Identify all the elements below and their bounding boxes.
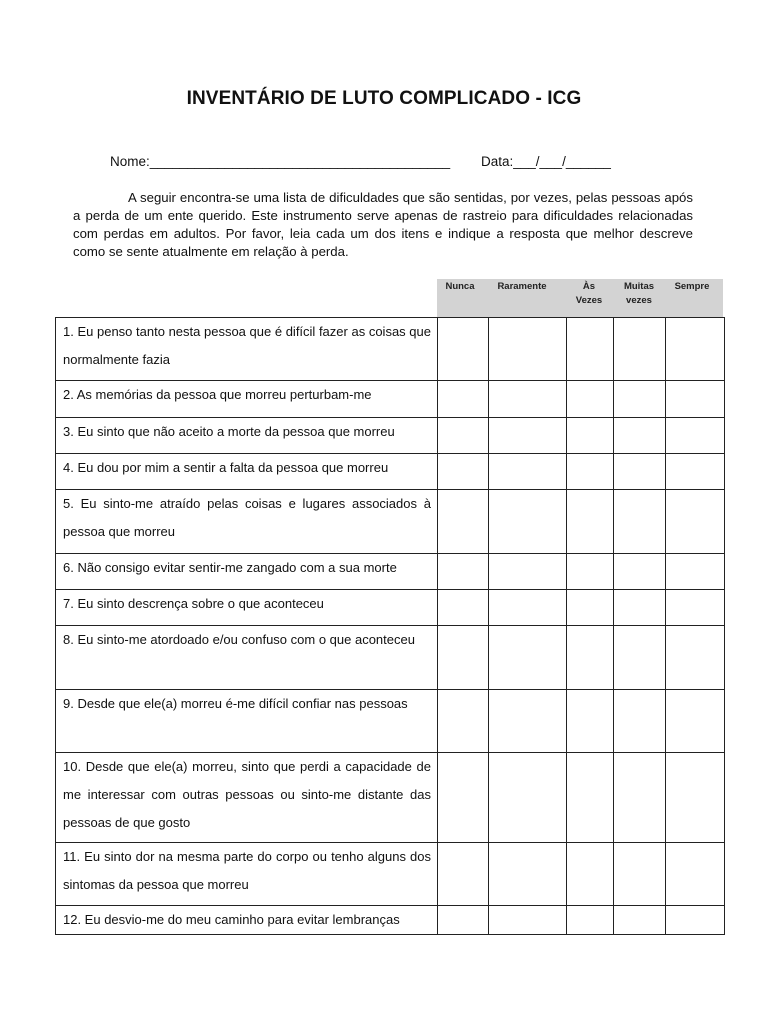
table-row bbox=[56, 690, 725, 753]
answer-cell-raramente[interactable] bbox=[489, 753, 567, 843]
instructions-paragraph: A seguir encontra-se uma lista de dificuldades que são sentidas, por vezes, pelas pessoas após a perda de um ente querido. Este instrumento serve apenas de rastreio para dificuldades relacionadas com perdas em adultos. Por favor, leia cada um dos itens e indique a resposta que melhor descreve como se sente atualmente em relação à perda. bbox=[73, 190, 693, 259]
answer-cell-raramente[interactable] bbox=[489, 490, 567, 554]
answer-cell-raramente[interactable] bbox=[489, 381, 567, 418]
question-text: 5. Eu sinto-me atraído pelas coisas e lugares associados à pessoa que morreu bbox=[56, 490, 438, 554]
table-row bbox=[56, 381, 725, 418]
answer-cell-muitas-vezes[interactable] bbox=[614, 690, 666, 753]
answer-cell-raramente[interactable] bbox=[489, 626, 567, 690]
table-row bbox=[56, 753, 725, 843]
table-row bbox=[56, 318, 725, 381]
answer-cell-nunca[interactable] bbox=[438, 626, 489, 690]
answer-cell-as-vezes[interactable] bbox=[567, 554, 614, 590]
table-row bbox=[56, 554, 725, 590]
document-title: INVENTÁRIO DE LUTO COMPLICADO - ICG bbox=[186, 88, 582, 109]
answer-cell-raramente[interactable] bbox=[489, 690, 567, 753]
table-row bbox=[56, 418, 725, 454]
answer-cell-nunca[interactable] bbox=[438, 490, 489, 554]
answer-cell-as-vezes[interactable] bbox=[567, 381, 614, 418]
answer-cell-raramente[interactable] bbox=[489, 906, 567, 935]
answer-cell-as-vezes[interactable] bbox=[567, 753, 614, 843]
answer-cell-sempre[interactable] bbox=[666, 843, 725, 906]
answer-cell-muitas-vezes[interactable] bbox=[614, 490, 666, 554]
answer-cell-muitas-vezes[interactable] bbox=[614, 381, 666, 418]
answer-cell-as-vezes[interactable] bbox=[567, 906, 614, 935]
response-scale-header bbox=[437, 279, 723, 317]
answer-cell-as-vezes[interactable] bbox=[567, 418, 614, 454]
answer-cell-raramente[interactable] bbox=[489, 318, 567, 381]
table-row bbox=[56, 454, 725, 490]
answer-cell-sempre[interactable] bbox=[666, 454, 725, 490]
table-row bbox=[56, 626, 725, 690]
answer-cell-nunca[interactable] bbox=[438, 753, 489, 843]
answer-cell-sempre[interactable] bbox=[666, 626, 725, 690]
answer-cell-sempre[interactable] bbox=[666, 753, 725, 843]
answer-cell-sempre[interactable] bbox=[666, 690, 725, 753]
answer-cell-muitas-vezes[interactable] bbox=[614, 318, 666, 381]
answer-cell-sempre[interactable] bbox=[666, 554, 725, 590]
answer-cell-sempre[interactable] bbox=[666, 381, 725, 418]
question-text: 6. Não consigo evitar sentir-me zangado com a sua morte bbox=[56, 554, 438, 590]
answer-cell-nunca[interactable] bbox=[438, 318, 489, 381]
question-text: 7. Eu sinto descrença sobre o que aconteceu bbox=[56, 590, 438, 626]
table-row bbox=[56, 490, 725, 554]
questionnaire-table bbox=[55, 317, 725, 935]
answer-cell-muitas-vezes[interactable] bbox=[614, 753, 666, 843]
answer-cell-as-vezes[interactable] bbox=[567, 590, 614, 626]
answer-cell-muitas-vezes[interactable] bbox=[614, 590, 666, 626]
answer-cell-as-vezes[interactable] bbox=[567, 490, 614, 554]
answer-cell-nunca[interactable] bbox=[438, 381, 489, 418]
question-text: 2. As memórias da pessoa que morreu perturbam-me bbox=[56, 381, 438, 418]
answer-cell-nunca[interactable] bbox=[438, 906, 489, 935]
table-row bbox=[56, 843, 725, 906]
answer-cell-muitas-vezes[interactable] bbox=[614, 554, 666, 590]
answer-cell-muitas-vezes[interactable] bbox=[614, 906, 666, 935]
table-row bbox=[56, 590, 725, 626]
answer-cell-raramente[interactable] bbox=[489, 554, 567, 590]
answer-cell-muitas-vezes[interactable] bbox=[614, 454, 666, 490]
name-field[interactable]: Nome:________________________________________ bbox=[110, 154, 451, 169]
answer-cell-muitas-vezes[interactable] bbox=[614, 418, 666, 454]
column-header-raramente: Raramente bbox=[497, 281, 547, 292]
table-row bbox=[56, 906, 725, 935]
answer-cell-sempre[interactable] bbox=[666, 490, 725, 554]
question-text: 8. Eu sinto-me atordoado e/ou confuso com o que aconteceu bbox=[56, 626, 438, 690]
date-field[interactable]: Data:___/___/______ bbox=[481, 154, 611, 169]
answer-cell-as-vezes[interactable] bbox=[567, 626, 614, 690]
answer-cell-raramente[interactable] bbox=[489, 590, 567, 626]
answer-cell-muitas-vezes[interactable] bbox=[614, 626, 666, 690]
question-text: 9. Desde que ele(a) morreu é-me difícil confiar nas pessoas bbox=[56, 690, 438, 753]
column-header-as-vezes: Às Vezes bbox=[575, 281, 603, 306]
answer-cell-raramente[interactable] bbox=[489, 454, 567, 490]
answer-cell-nunca[interactable] bbox=[438, 690, 489, 753]
answer-cell-as-vezes[interactable] bbox=[567, 454, 614, 490]
column-header-muitas-vezes: Muitas vezes bbox=[623, 281, 655, 306]
question-text: 11. Eu sinto dor na mesma parte do corpo ou tenho alguns dos sintomas da pessoa que morreu bbox=[56, 843, 438, 906]
answer-cell-as-vezes[interactable] bbox=[567, 690, 614, 753]
column-header-sempre: Sempre bbox=[674, 281, 710, 292]
question-text: 3. Eu sinto que não aceito a morte da pessoa que morreu bbox=[56, 418, 438, 454]
question-text: 10. Desde que ele(a) morreu, sinto que perdi a capacidade de me interessar com outras pessoas ou sinto-me distante das pessoas de que gosto bbox=[56, 753, 438, 843]
column-header-nunca: Nunca bbox=[445, 281, 475, 292]
answer-cell-muitas-vezes[interactable] bbox=[614, 843, 666, 906]
question-text: 1. Eu penso tanto nesta pessoa que é difícil fazer as coisas que normalmente fazia bbox=[56, 318, 438, 381]
answer-cell-sempre[interactable] bbox=[666, 906, 725, 935]
answer-cell-nunca[interactable] bbox=[438, 843, 489, 906]
answer-cell-sempre[interactable] bbox=[666, 590, 725, 626]
answer-cell-raramente[interactable] bbox=[489, 843, 567, 906]
answer-cell-nunca[interactable] bbox=[438, 554, 489, 590]
answer-cell-as-vezes[interactable] bbox=[567, 843, 614, 906]
question-text: 12. Eu desvio-me do meu caminho para evitar lembranças bbox=[56, 906, 438, 935]
answer-cell-raramente[interactable] bbox=[489, 418, 567, 454]
question-text: 4. Eu dou por mim a sentir a falta da pessoa que morreu bbox=[56, 454, 438, 490]
answer-cell-nunca[interactable] bbox=[438, 418, 489, 454]
answer-cell-sempre[interactable] bbox=[666, 318, 725, 381]
answer-cell-nunca[interactable] bbox=[438, 590, 489, 626]
answer-cell-as-vezes[interactable] bbox=[567, 318, 614, 381]
answer-cell-sempre[interactable] bbox=[666, 418, 725, 454]
answer-cell-nunca[interactable] bbox=[438, 454, 489, 490]
